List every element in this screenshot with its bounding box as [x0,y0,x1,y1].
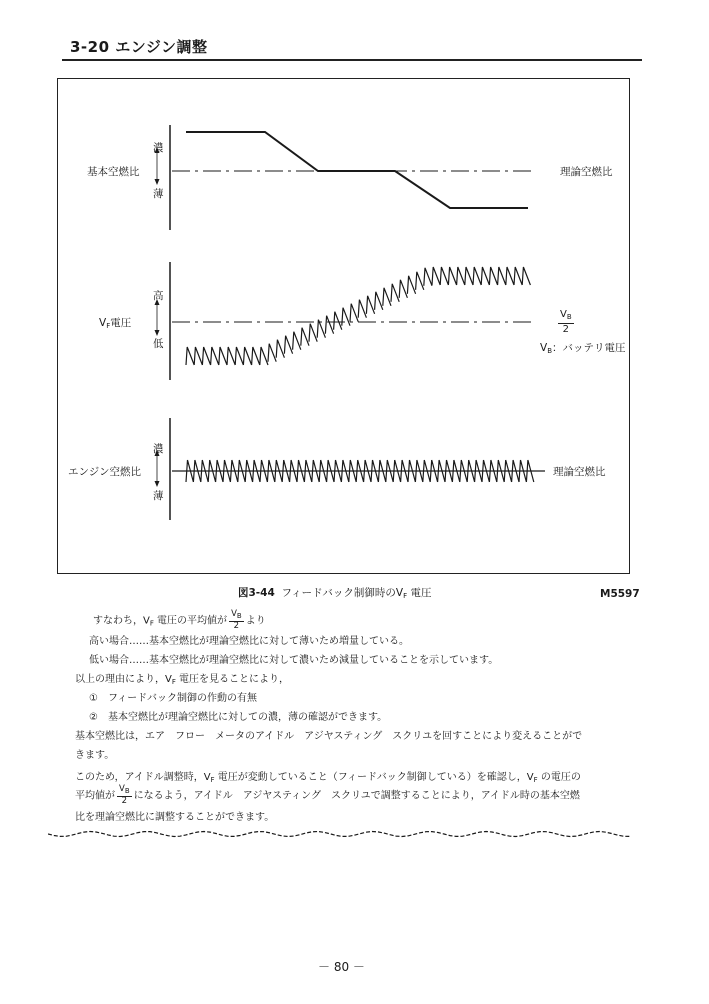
figure-code: M5597 [600,588,640,600]
panel1-y-label: 基本空燃比 [87,166,140,178]
body-line-7: 基本空燃比は，エア フロー メータのアイドル アジヤスティング スクリユを回すことにより変えることがで [75,731,583,742]
body-line-9: このため，アイドル調整時，$V_F$ 電圧が変動していること（フィードバック制御している）を確認し，$V_F$ の電圧の [75,772,581,784]
vf-sawtooth-wave [186,267,530,365]
panel2-low-label: 低 [153,338,164,350]
body-line-4: 以上の理由により，$V_F$ 電圧を見ることにより， [75,674,290,686]
panel2-high-label: 高 [153,290,164,302]
wavy-divider [48,828,638,840]
panel1-rich-label: 濃 [153,142,164,154]
panel1-ref-label: 理論空燃比 [560,166,613,178]
figure-caption: 図3-44 フィードバック制御時の$V_F$ 電圧 [238,587,432,600]
body-line-3: 低い場合……基本空燃比が理論空燃比に対して濃いため減量していることを示しています。 [89,655,499,666]
vb-half-fraction: $\frac{V_B}{2}$ [560,309,572,335]
panel1-lean-label: 薄 [153,188,164,200]
page-number: － 80 － [318,960,365,974]
vb-note: $V_B$：バッテリ電圧 [540,342,626,355]
base-afr-line [186,132,528,208]
section-title: 3-20 エンジン調整 [70,38,208,56]
panel3-rich-label: 濃 [153,443,164,455]
body-line-2: 高い場合……基本空燃比が理論空燃比に対して薄いため増量している。 [89,636,409,647]
body-line-6: ② 基本空燃比が理論空燃比に対しての濃，薄の確認ができます。 [89,712,388,723]
body-line-11: 比を理論空燃比に調整することができます。 [75,812,275,823]
body-line-8: きます。 [75,750,115,761]
panel3-ref-label: 理論空燃比 [553,466,606,478]
panel3-lean-label: 薄 [153,490,164,502]
panel2-y-label: $V_F$電圧 [99,317,132,330]
body-line-5: ① フィードバック制御の作動の有無 [89,693,257,704]
body-line-10: 平均値が $\frac{V_B}{2}$ になるよう，アイドル アジヤスティング スクリユで調整することにより，アイドル時の基本空燃 [75,784,580,806]
body-line-1: すなわち，$V_F$ 電圧の平均値が $\frac{V_B}{2}$ より [93,609,266,631]
panel3-y-label: エンジン空燃比 [68,466,141,478]
